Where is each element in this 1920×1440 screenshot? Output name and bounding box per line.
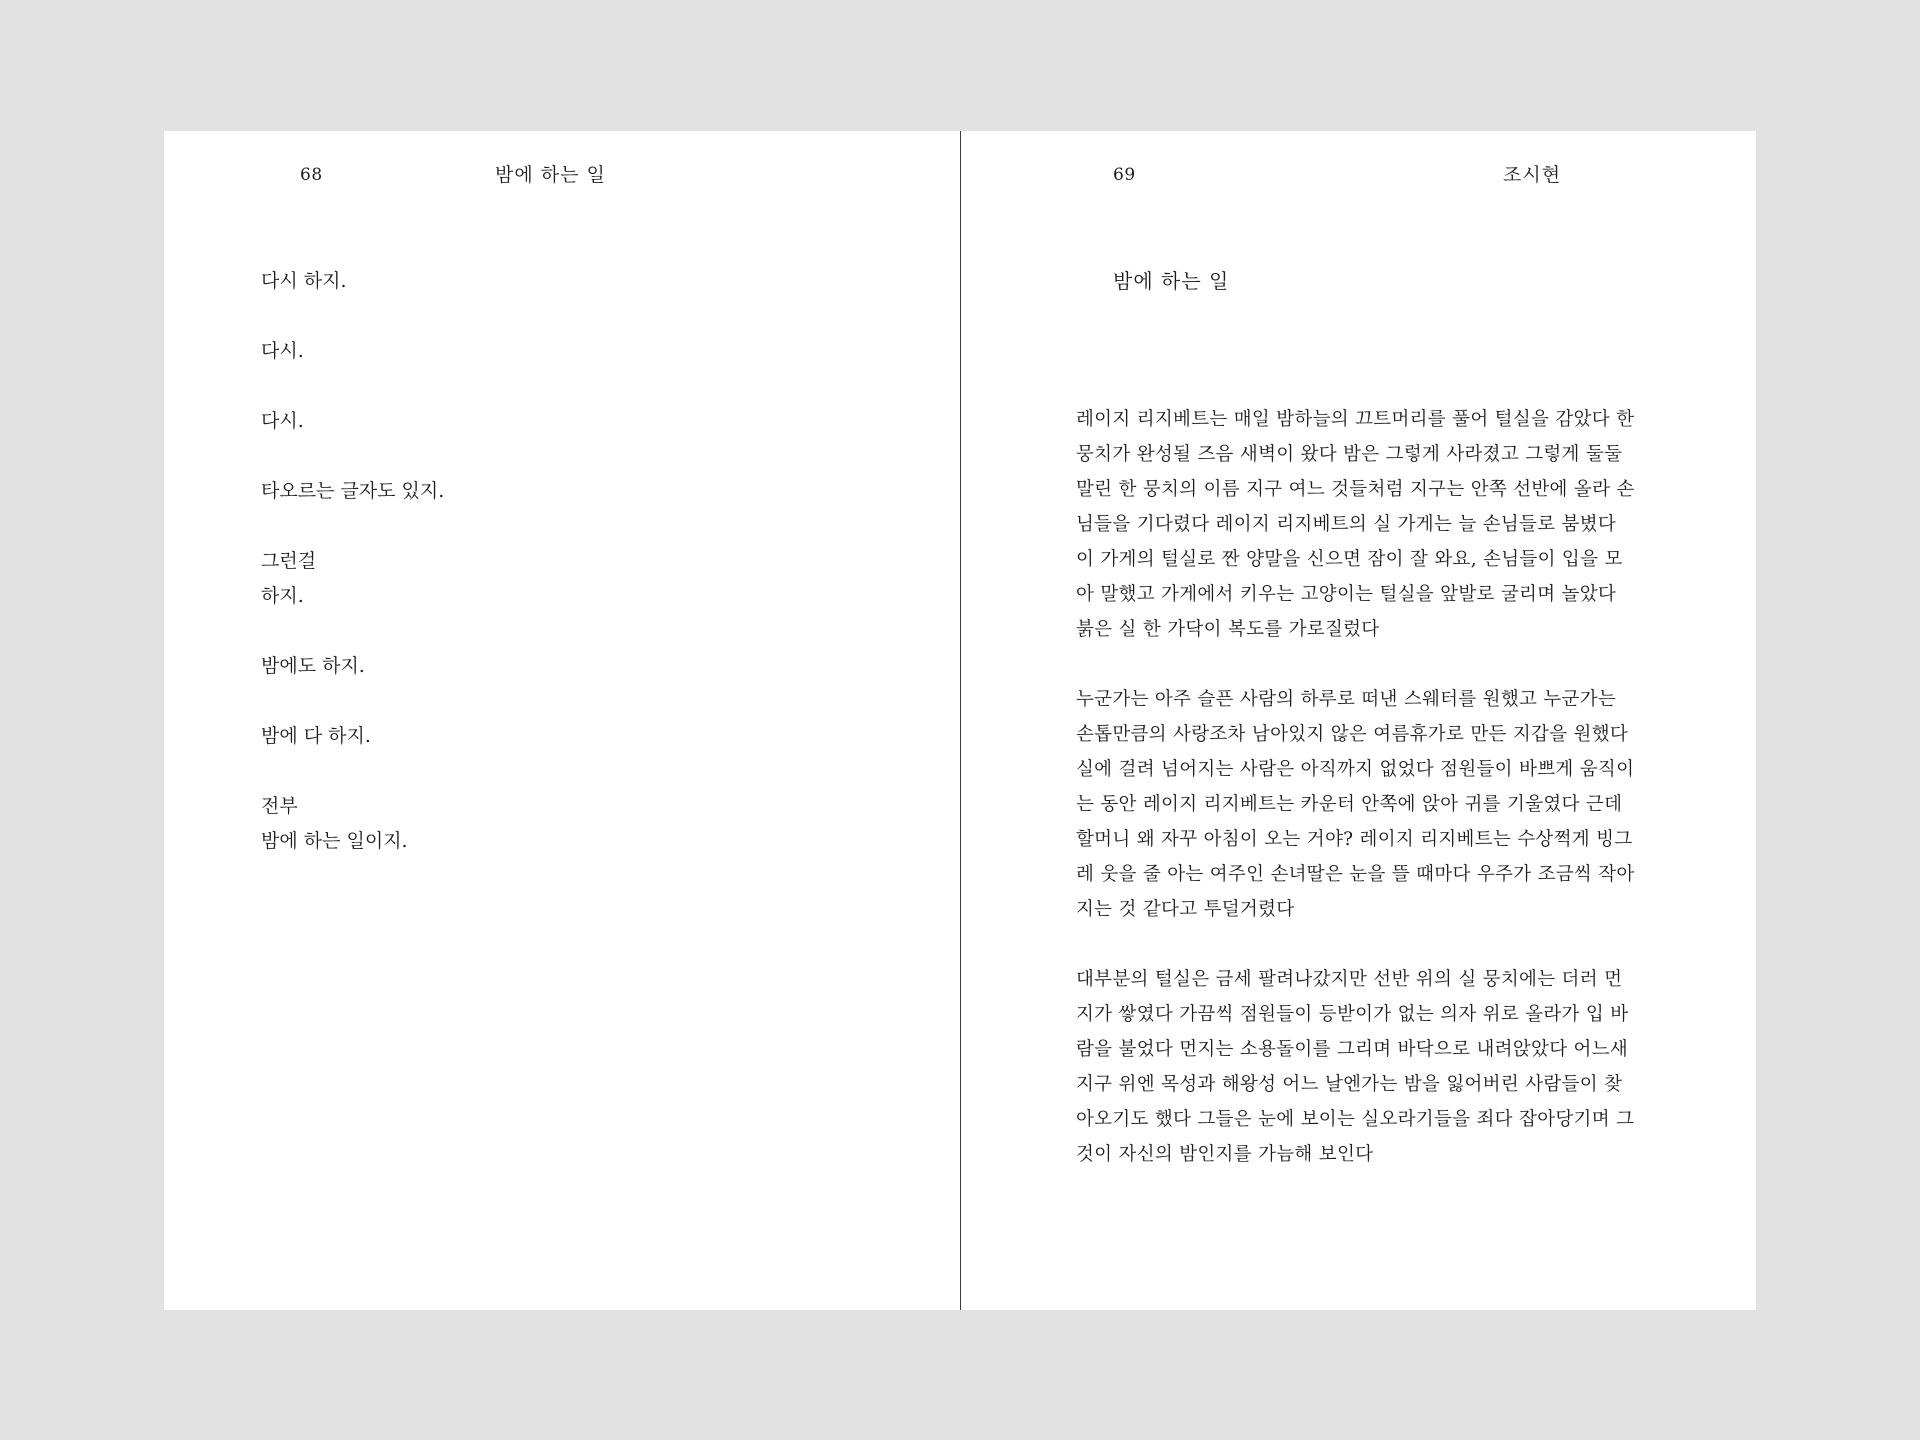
prose-line: 손톱만큼의 사랑조차 남아있지 않은 여름휴가로 만든 지갑을 원했다 <box>1076 724 1629 745</box>
poem-stanza <box>261 264 821 299</box>
prose-line: 뭉치가 완성될 즈음 새벽이 왔다 밤은 그렇게 사라졌고 그렇게 둘둘 <box>1076 444 1623 465</box>
poem-stanza <box>261 544 821 614</box>
poem-line: 전부 <box>261 795 298 817</box>
prose-line: 할머니 왜 자꾸 아침이 오는 거야? 레이지 리지베트는 수상쩍게 빙그 <box>1076 829 1633 850</box>
poem-line: 밤에 다 하지. <box>261 725 371 747</box>
left-page-number: 68 <box>300 165 323 185</box>
poem-line: 밤에 하는 일이지. <box>261 830 408 852</box>
prose-line: 대부분의 털실은 금세 팔려나갔지만 선반 위의 실 뭉치에는 더러 먼 <box>1076 969 1623 990</box>
poem-stanza <box>261 719 821 754</box>
prose-line: 지구 위엔 목성과 해왕성 어느 날엔가는 밤을 잃어버린 사람들이 찾 <box>1076 1074 1623 1095</box>
prose-line: 님들을 기다렸다 레이지 리지베트의 실 가게는 늘 손님들로 붐볐다 <box>1076 514 1617 535</box>
left-running-title: 밤에 하는 일 <box>495 164 606 186</box>
prose-line: 는 동안 레이지 리지베트는 카운터 안쪽에 앉아 귀를 기울였다 근데 <box>1076 794 1623 815</box>
paragraph <box>1076 962 1676 1172</box>
left-page <box>164 131 960 1310</box>
prose-line: 아 말했고 가게에서 키우는 고양이는 털실을 앞발로 굴리며 놀았다 <box>1076 584 1617 605</box>
poem-stanza <box>261 474 821 509</box>
poem-line: 밤에도 하지. <box>261 655 365 677</box>
prose-line: 말린 한 뭉치의 이름 지구 여느 것들처럼 지구는 안쪽 선반에 올라 손 <box>1076 479 1635 500</box>
prose-line: 지가 쌓였다 가끔씩 점원들이 등받이가 없는 의자 위로 올라가 입 바 <box>1076 1004 1629 1025</box>
paragraph <box>1076 402 1676 647</box>
prose-line: 지는 것 같다고 투덜거렸다 <box>1076 899 1295 920</box>
prose-line: 람을 불었다 먼지는 소용돌이를 그리며 바닥으로 내려앉았다 어느새 <box>1076 1039 1629 1060</box>
poem-line: 다시. <box>261 340 304 362</box>
prose-line: 누군가는 아주 슬픈 사람의 하루로 떠낸 스웨터를 원했고 누군가는 <box>1076 689 1617 710</box>
prose-line: 아오기도 했다 그들은 눈에 보이는 실오라기들을 죄다 잡아당기며 그 <box>1076 1109 1635 1130</box>
prose-line: 레이지 리지베트는 매일 밤하늘의 끄트머리를 풀어 털실을 감았다 한 <box>1076 409 1635 430</box>
work-title: 밤에 하는 일 <box>1113 269 1230 293</box>
prose-body <box>1076 402 1676 1207</box>
poem-body <box>261 264 821 894</box>
prose-line: 레 웃을 줄 아는 여주인 손녀딸은 눈을 뜰 때마다 우주가 조금씩 작아 <box>1076 864 1635 885</box>
right-running-title: 조시현 <box>1503 164 1562 186</box>
poem-stanza <box>261 334 821 369</box>
poem-stanza <box>261 789 821 859</box>
right-page-number: 69 <box>1113 165 1136 185</box>
poem-line: 그런걸 <box>261 550 317 572</box>
paragraph <box>1076 682 1676 927</box>
book-spread <box>164 131 1756 1310</box>
poem-line: 다시. <box>261 410 304 432</box>
prose-line: 실에 걸려 넘어지는 사람은 아직까지 없었다 점원들이 바쁘게 움직이 <box>1076 759 1635 780</box>
poem-line: 타오르는 글자도 있지. <box>261 480 445 502</box>
poem-stanza <box>261 404 821 439</box>
poem-stanza <box>261 649 821 684</box>
prose-line: 붉은 실 한 가닥이 복도를 가로질렀다 <box>1076 619 1380 640</box>
poem-line: 다시 하지. <box>261 270 347 292</box>
prose-line: 이 가게의 털실로 짠 양말을 신으면 잠이 잘 와요, 손님들이 입을 모 <box>1076 549 1623 570</box>
right-page <box>961 131 1756 1310</box>
prose-line: 것이 자신의 밤인지를 가늠해 보인다 <box>1076 1144 1374 1165</box>
poem-line: 하지. <box>261 585 304 607</box>
